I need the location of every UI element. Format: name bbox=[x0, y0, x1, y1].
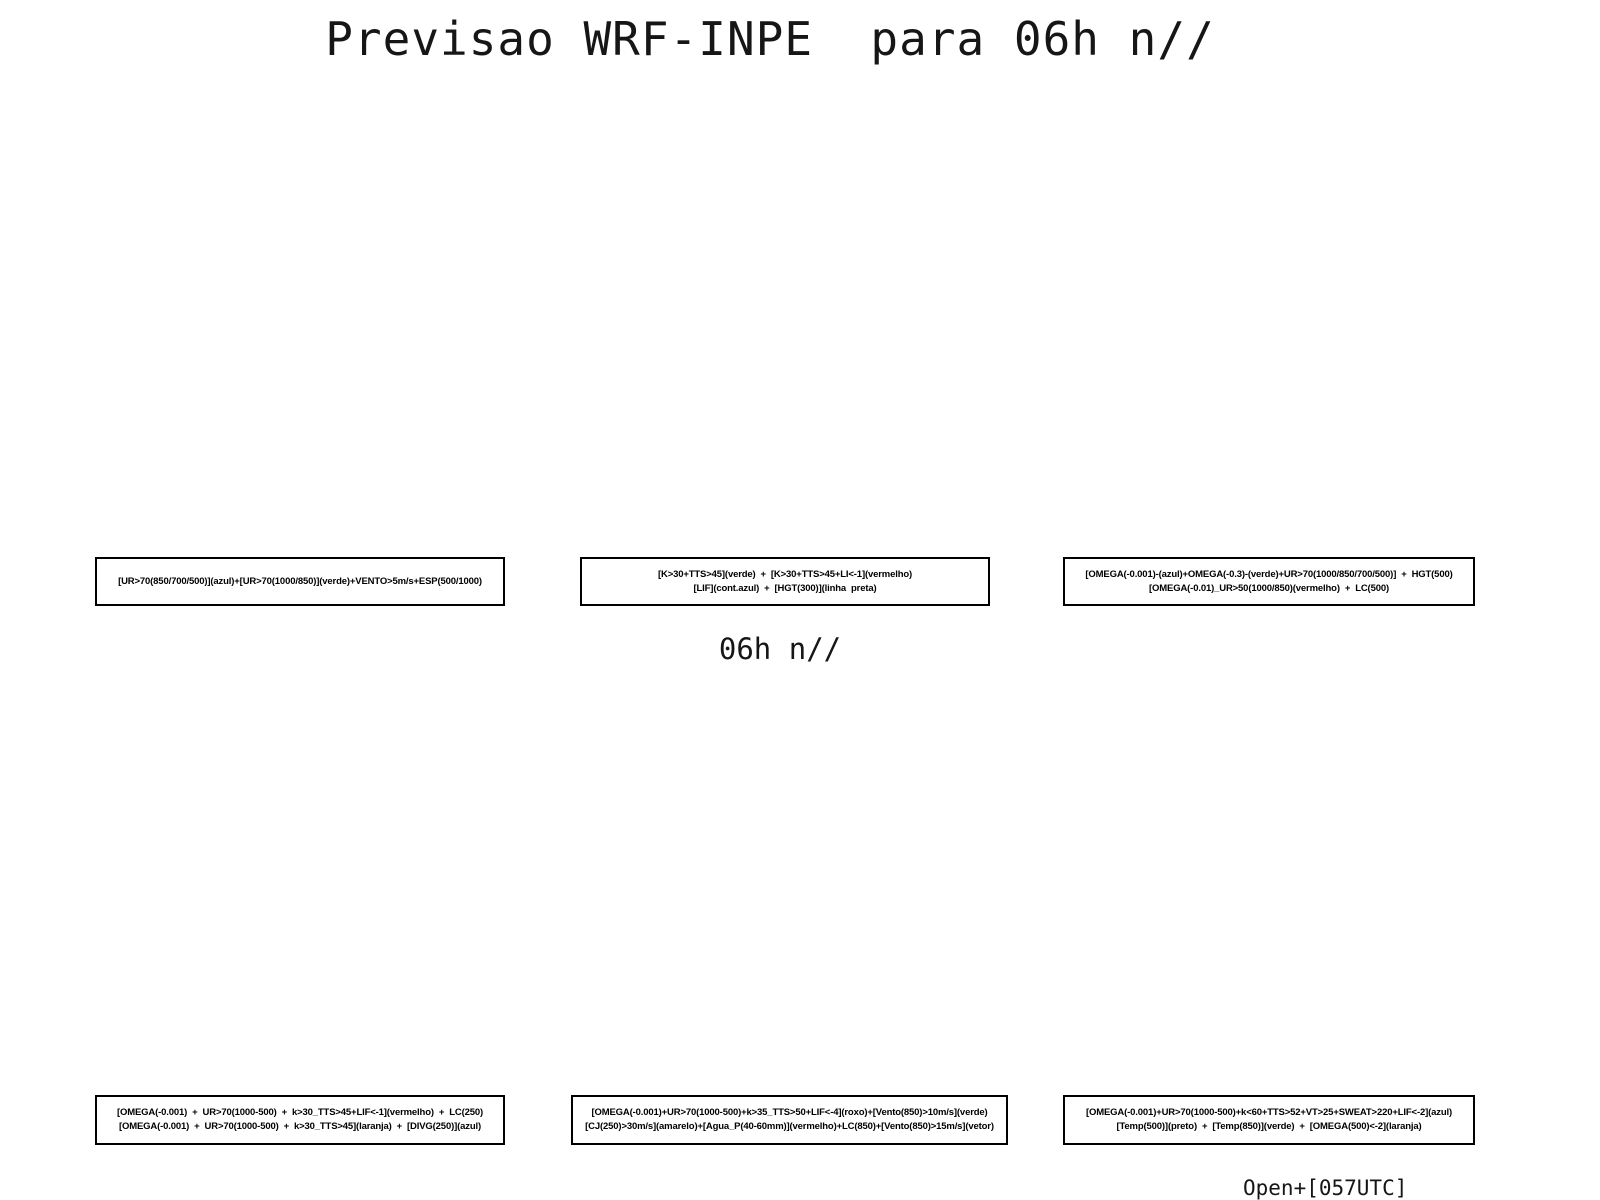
legend-line: [OMEGA(-0.01)_UR>50(1000/850)(vermelho) + LC(500) bbox=[1149, 582, 1389, 594]
legend-box-top-left bbox=[95, 557, 505, 606]
legend-line: [OMEGA(-0.001)+UR>70(1000-500)+k<60+TTS>52+VT>25+SWEAT>220+LIF<-2](azul) bbox=[1085, 1107, 1453, 1118]
legend-line: [UR>70(850/700/500)](azul)+[UR>70(1000/850)](verde)+VENTO>5m/s+ESP(500/1000) bbox=[118, 575, 482, 587]
run-time-label: Open+[057UTC] bbox=[1243, 1176, 1408, 1200]
legend-box-bottom-left bbox=[95, 1095, 505, 1145]
page-title: Previsao WRF-INPE para 06h n// bbox=[325, 12, 1215, 66]
legend-line: [CJ(250)>30m/s](amarelo)+[Agua_P(40-60mm)](vermelho)+LC(850)+[Vento(850)>15m/s](vetor) bbox=[585, 1121, 994, 1132]
legend-line: [OMEGA(-0.001)-(azul)+OMEGA(-0.3)-(verde)+UR>70(1000/850/700/500)] + HGT(500) bbox=[1085, 568, 1453, 580]
legend-line: [LIF](cont.azul) + [HGT(300)](linha preta) bbox=[693, 582, 877, 594]
legend-line: [K>30+TTS>45](verde) + [K>30+TTS>45+LI<-1](vermelho) bbox=[657, 568, 913, 580]
legend-line: [OMEGA(-0.001) + UR>70(1000-500) + k>30_TTS>45](laranja) + [DIVG(250)](azul) bbox=[118, 1121, 482, 1132]
legend-line: [OMEGA(-0.001) + UR>70(1000-500) + k>30_TTS>45+LIF<-1](vermelho) + LC(250) bbox=[116, 1107, 484, 1118]
legend-line: [Temp(500)](preto) + [Temp(850)](verde) + [OMEGA(500)<-2](laranja) bbox=[1116, 1121, 1422, 1132]
legend-box-bottom-right bbox=[1063, 1095, 1475, 1145]
legend-box-top-center bbox=[580, 557, 990, 606]
forecast-hour-label: 06h n// bbox=[718, 632, 842, 666]
legend-box-bottom-center bbox=[571, 1095, 1008, 1145]
legend-line: [OMEGA(-0.001)+UR>70(1000-500)+k>35_TTS>50+LIF<-4](roxo)+[Vento(850)>10m/s](verde) bbox=[591, 1107, 988, 1118]
legend-box-top-right bbox=[1063, 557, 1475, 606]
